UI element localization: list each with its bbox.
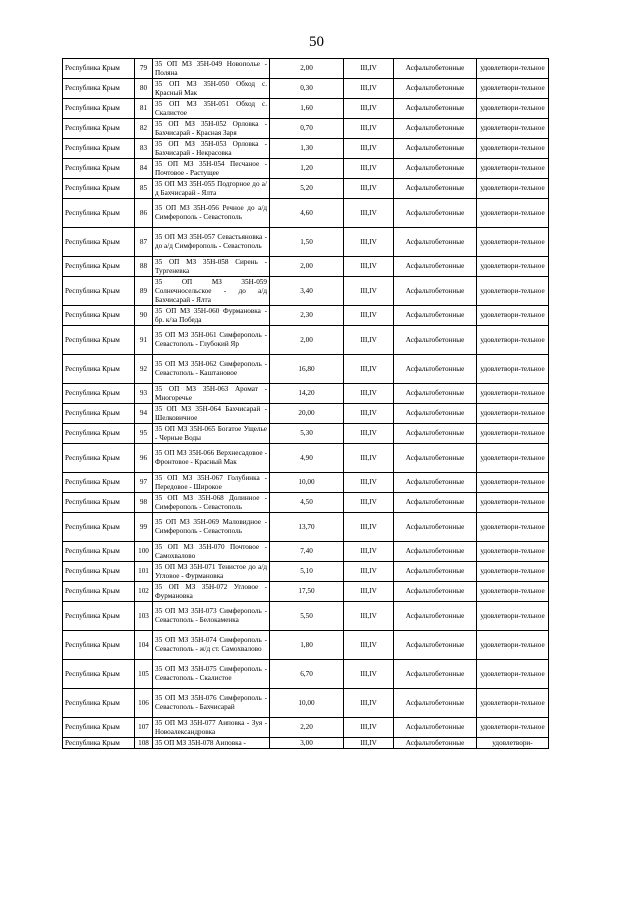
- table-cell-category: III,IV: [344, 59, 394, 79]
- table-cell-number: 94: [135, 404, 153, 424]
- table-cell-number: 91: [135, 326, 153, 355]
- table-cell-category: III,IV: [344, 602, 394, 631]
- table-cell-region: Республика Крым: [63, 119, 135, 139]
- table-cell-road-name: 35 ОП МЗ 35Н-055 Подгорное до а/д Бахчисарай - Ялта: [153, 179, 270, 199]
- table-cell-condition: удовлетвори-тельное: [477, 424, 549, 444]
- table-cell-category: III,IV: [344, 79, 394, 99]
- table-row: [63, 689, 549, 718]
- table-row: [63, 257, 549, 277]
- table-cell-category: III,IV: [344, 542, 394, 562]
- table-cell-number: 105: [135, 660, 153, 689]
- table-cell-surface: Асфальтобетонные: [394, 326, 477, 355]
- table-cell-surface: Асфальтобетонные: [394, 493, 477, 513]
- table-cell-category: III,IV: [344, 119, 394, 139]
- table-cell-region: Республика Крым: [63, 631, 135, 660]
- table-cell-region: Республика Крым: [63, 306, 135, 326]
- table-cell-category: III,IV: [344, 404, 394, 424]
- table-cell-surface: Асфальтобетонные: [394, 602, 477, 631]
- table-cell-condition: удовлетвори-тельное: [477, 542, 549, 562]
- table-cell-surface: Асфальтобетонные: [394, 99, 477, 119]
- table-cell-condition: удовлетвори-тельное: [477, 306, 549, 326]
- table-cell-number: 100: [135, 542, 153, 562]
- table-cell-surface: Асфальтобетонные: [394, 355, 477, 384]
- table-cell-road-name: 35 ОП МЗ 35Н-077 Аиповка - Зуя - Новоалександровка: [153, 718, 270, 738]
- table-cell-category: III,IV: [344, 159, 394, 179]
- table-cell-region: Республика Крым: [63, 199, 135, 228]
- table-cell-region: Республика Крым: [63, 718, 135, 738]
- table-cell-condition: удовлетвори-тельное: [477, 228, 549, 257]
- table-cell-number: 102: [135, 582, 153, 602]
- table-cell-surface: Асфальтобетонные: [394, 424, 477, 444]
- table-row: [63, 355, 549, 384]
- table-cell-region: Республика Крым: [63, 444, 135, 473]
- table-cell-category: III,IV: [344, 355, 394, 384]
- table-cell-region: Республика Крым: [63, 139, 135, 159]
- table-cell-number: 95: [135, 424, 153, 444]
- table-cell-road-name: 35 ОП МЗ 35Н-056 Речное до а/д Симферополь - Севастополь: [153, 199, 270, 228]
- table-cell-road-name: 35 ОП МЗ 35Н-052 Орловка - Бахчисарай - Красная Заря: [153, 119, 270, 139]
- table-cell-length: 16,80: [270, 355, 344, 384]
- table-cell-condition: удовлетвори-тельное: [477, 199, 549, 228]
- table-cell-length: 1,80: [270, 631, 344, 660]
- table-cell-region: Республика Крым: [63, 513, 135, 542]
- table-cell-number: 84: [135, 159, 153, 179]
- table-cell-number: 99: [135, 513, 153, 542]
- table-cell-number: 85: [135, 179, 153, 199]
- table-cell-length: 2,00: [270, 326, 344, 355]
- table-cell-surface: Асфальтобетонные: [394, 306, 477, 326]
- table-row: [63, 179, 549, 199]
- table-cell-road-name: 35 ОП МЗ 35Н-060 Фурмановка - бр. к/за Победа: [153, 306, 270, 326]
- table-cell-road-name: 35 ОП МЗ 35Н-076 Симферополь - Севастополь - Бахчисарай: [153, 689, 270, 718]
- table-cell-surface: Асфальтобетонные: [394, 660, 477, 689]
- table-cell-length: 6,70: [270, 660, 344, 689]
- table-cell-number: 101: [135, 562, 153, 582]
- table-cell-surface: Асфальтобетонные: [394, 228, 477, 257]
- table-cell-length: 14,20: [270, 384, 344, 404]
- table-cell-surface: Асфальтобетонные: [394, 139, 477, 159]
- table-cell-length: 5,10: [270, 562, 344, 582]
- table-row: [63, 562, 549, 582]
- table-cell-number: 90: [135, 306, 153, 326]
- table-cell-category: III,IV: [344, 424, 394, 444]
- table-cell-road-name: 35 ОП МЗ 35Н-074 Симферополь - Севастополь - ж/д ст. Самохвалово: [153, 631, 270, 660]
- table-cell-condition: удовлетвори-тельное: [477, 660, 549, 689]
- table-row: [63, 660, 549, 689]
- table-cell-road-name: 35 ОП МЗ 35Н-072 Угловое - Фурмановка: [153, 582, 270, 602]
- table-cell-condition: удовлетвори-тельное: [477, 326, 549, 355]
- table-cell-region: Республика Крым: [63, 59, 135, 79]
- table-cell-condition: удовлетвори-тельное: [477, 179, 549, 199]
- table-cell-road-name: 35 ОП МЗ 35Н-062 Симферополь - Севастополь - Каштановое: [153, 355, 270, 384]
- table-cell-surface: Асфальтобетонные: [394, 199, 477, 228]
- table-cell-surface: Асфальтобетонные: [394, 257, 477, 277]
- table-cell-number: 81: [135, 99, 153, 119]
- table-cell-length: 17,50: [270, 582, 344, 602]
- table-cell-surface: Асфальтобетонные: [394, 159, 477, 179]
- roads-table: [62, 58, 549, 749]
- table-cell-condition: удовлетвори-тельное: [477, 139, 549, 159]
- table-cell-surface: Асфальтобетонные: [394, 119, 477, 139]
- table-cell-length: 4,60: [270, 199, 344, 228]
- table-cell-road-name: 35 ОП МЗ 35Н-069 Маловидное - Симферополь - Севастополь: [153, 513, 270, 542]
- table-cell-number: 103: [135, 602, 153, 631]
- table-row: [63, 99, 549, 119]
- table-cell-road-name: 35 ОП МЗ 35Н-057 Севастьяновка - до а/д Симферополь - Севастополь: [153, 228, 270, 257]
- table-cell-condition: удовлетвори-тельное: [477, 473, 549, 493]
- table-cell-length: 2,30: [270, 306, 344, 326]
- table-cell-surface: Асфальтобетонные: [394, 277, 477, 306]
- table-cell-condition: удовлетвори-тельное: [477, 718, 549, 738]
- table-cell-surface: Асфальтобетонные: [394, 582, 477, 602]
- table-cell-road-name: 35 ОП МЗ 35Н-051 Обход с. Скалистое: [153, 99, 270, 119]
- table-cell-condition: удовлетвори-тельное: [477, 119, 549, 139]
- table-cell-number: 106: [135, 689, 153, 718]
- table-cell-number: 79: [135, 59, 153, 79]
- table-cell-condition: удовлетвори-тельное: [477, 602, 549, 631]
- table-cell-region: Республика Крым: [63, 582, 135, 602]
- table-cell-region: Республика Крым: [63, 326, 135, 355]
- table-cell-number: 93: [135, 384, 153, 404]
- table-row: [63, 718, 549, 738]
- table-cell-region: Республика Крым: [63, 179, 135, 199]
- table-cell-region: Республика Крым: [63, 542, 135, 562]
- table-cell-condition: удовлетвори-тельное: [477, 404, 549, 424]
- table-cell-region: Республика Крым: [63, 660, 135, 689]
- table-cell-surface: Асфальтобетонные: [394, 179, 477, 199]
- table-cell-length: 1,50: [270, 228, 344, 257]
- table-cell-region: Республика Крым: [63, 738, 135, 749]
- table-cell-region: Республика Крым: [63, 473, 135, 493]
- table-cell-condition: удовлетвори-тельное: [477, 493, 549, 513]
- table-cell-region: Республика Крым: [63, 159, 135, 179]
- table-cell-road-name: 35 ОП МЗ 35Н-078 Аиповка -: [153, 738, 270, 749]
- table-cell-region: Республика Крым: [63, 228, 135, 257]
- table-cell-category: III,IV: [344, 444, 394, 473]
- table-row: [63, 513, 549, 542]
- table-row: [63, 159, 549, 179]
- table-row: [63, 306, 549, 326]
- table-cell-category: III,IV: [344, 139, 394, 159]
- table-cell-road-name: 35 ОП МЗ 35Н-068 Долинное - Симферополь - Севастополь: [153, 493, 270, 513]
- table-cell-condition: удовлетвори-тельное: [477, 99, 549, 119]
- table-cell-condition: удовлетвори-тельное: [477, 277, 549, 306]
- table-cell-category: III,IV: [344, 562, 394, 582]
- table-cell-surface: Асфальтобетонные: [394, 59, 477, 79]
- table-cell-length: 1,60: [270, 99, 344, 119]
- table-row: [63, 139, 549, 159]
- table-cell-region: Республика Крым: [63, 562, 135, 582]
- table-cell-condition: удовлетвори-тельное: [477, 257, 549, 277]
- table-cell-region: Республика Крым: [63, 355, 135, 384]
- table-row: [63, 542, 549, 562]
- table-cell-length: 2,00: [270, 257, 344, 277]
- table-cell-number: 104: [135, 631, 153, 660]
- table-cell-category: III,IV: [344, 493, 394, 513]
- table-cell-road-name: 35 ОП МЗ 35Н-075 Симферополь - Севастополь - Скалистое: [153, 660, 270, 689]
- table-cell-road-name: 35 ОП МЗ 35Н-054 Песчаное - Почтовое - Растущее: [153, 159, 270, 179]
- table-cell-length: 4,90: [270, 444, 344, 473]
- table-cell-length: 1,20: [270, 159, 344, 179]
- table-cell-category: III,IV: [344, 199, 394, 228]
- table-cell-length: 10,00: [270, 473, 344, 493]
- table-cell-length: 4,50: [270, 493, 344, 513]
- table-cell-road-name: 35 ОП МЗ 35Н-064 Бахчисарай - Шелковичное: [153, 404, 270, 424]
- table-cell-surface: Асфальтобетонные: [394, 79, 477, 99]
- table-cell-region: Республика Крым: [63, 79, 135, 99]
- table-cell-number: 80: [135, 79, 153, 99]
- table-cell-number: 82: [135, 119, 153, 139]
- table-cell-category: III,IV: [344, 384, 394, 404]
- table-cell-road-name: 35 ОП МЗ 35Н-063 Аромат - Многоречье: [153, 384, 270, 404]
- table-cell-condition: удовлетвори-тельное: [477, 689, 549, 718]
- table-row: [63, 199, 549, 228]
- table-row: [63, 119, 549, 139]
- table-cell-number: 86: [135, 199, 153, 228]
- table-cell-region: Республика Крым: [63, 277, 135, 306]
- table-row: [63, 277, 549, 306]
- table-row: [63, 493, 549, 513]
- table-cell-length: 20,00: [270, 404, 344, 424]
- table-cell-region: Республика Крым: [63, 689, 135, 718]
- table-cell-surface: Асфальтобетонные: [394, 473, 477, 493]
- table-row: [63, 582, 549, 602]
- table-cell-length: 3,40: [270, 277, 344, 306]
- table-cell-road-name: 35 ОП МЗ 35Н-070 Почтовое - Самохвалово: [153, 542, 270, 562]
- table-cell-condition: удовлетвори-тельное: [477, 384, 549, 404]
- table-row: [63, 79, 549, 99]
- table-cell-category: III,IV: [344, 718, 394, 738]
- table-row: [63, 59, 549, 79]
- table-cell-road-name: 35 ОП МЗ 35Н-058 Сирень - Тургеневка: [153, 257, 270, 277]
- table-cell-number: 108: [135, 738, 153, 749]
- table-row: [63, 228, 549, 257]
- table-cell-length: 2,20: [270, 718, 344, 738]
- table-cell-number: 88: [135, 257, 153, 277]
- table-cell-region: Республика Крым: [63, 384, 135, 404]
- table-cell-number: 83: [135, 139, 153, 159]
- table-cell-category: III,IV: [344, 660, 394, 689]
- table-cell-surface: Асфальтобетонные: [394, 513, 477, 542]
- table-cell-region: Республика Крым: [63, 99, 135, 119]
- table-cell-road-name: 35 ОП МЗ 35Н-050 Обход с. Красный Мак: [153, 79, 270, 99]
- table-cell-number: 98: [135, 493, 153, 513]
- table-cell-category: III,IV: [344, 631, 394, 660]
- table-cell-category: III,IV: [344, 257, 394, 277]
- table-cell-category: III,IV: [344, 277, 394, 306]
- table-cell-category: III,IV: [344, 513, 394, 542]
- table-cell-region: Республика Крым: [63, 257, 135, 277]
- table-cell-length: 3,00: [270, 738, 344, 749]
- table-cell-number: 96: [135, 444, 153, 473]
- table-cell-length: 7,40: [270, 542, 344, 562]
- table-row: [63, 384, 549, 404]
- table-cell-category: III,IV: [344, 326, 394, 355]
- table-cell-road-name: 35 ОП МЗ 35Н-053 Орловка - Бахчисарай - Некрасовка: [153, 139, 270, 159]
- table-cell-road-name: 35 ОП МЗ 35Н-067 Голубинка - Передовое - Широкое: [153, 473, 270, 493]
- table-cell-condition: удовлетвори-тельное: [477, 513, 549, 542]
- table-cell-surface: Асфальтобетонные: [394, 444, 477, 473]
- table-row: [63, 444, 549, 473]
- table-cell-length: 5,20: [270, 179, 344, 199]
- table-cell-length: 5,50: [270, 602, 344, 631]
- table-cell-category: III,IV: [344, 582, 394, 602]
- table-cell-surface: Асфальтобетонные: [394, 631, 477, 660]
- table-cell-category: III,IV: [344, 306, 394, 326]
- table-cell-length: 0,30: [270, 79, 344, 99]
- table-cell-length: 10,00: [270, 689, 344, 718]
- table-cell-length: 13,70: [270, 513, 344, 542]
- table-cell-number: 107: [135, 718, 153, 738]
- table-cell-region: Республика Крым: [63, 493, 135, 513]
- table-cell-condition: удовлетвори-тельное: [477, 59, 549, 79]
- table-cell-length: 5,30: [270, 424, 344, 444]
- table-cell-road-name: 35 ОП МЗ 35Н-049 Новополье - Поляна: [153, 59, 270, 79]
- table-cell-region: Республика Крым: [63, 424, 135, 444]
- table-body: [63, 59, 549, 749]
- table-cell-number: 92: [135, 355, 153, 384]
- table-cell-number: 89: [135, 277, 153, 306]
- table-cell-category: III,IV: [344, 228, 394, 257]
- table-cell-surface: Асфальтобетонные: [394, 689, 477, 718]
- table-cell-condition: удовлетвори-тельное: [477, 562, 549, 582]
- table-cell-condition: удовлетвори-тельное: [477, 79, 549, 99]
- table-cell-condition: удовлетвори-тельное: [477, 582, 549, 602]
- table-cell-number: 97: [135, 473, 153, 493]
- table-cell-category: III,IV: [344, 738, 394, 749]
- table-cell-condition: удовлетвори-тельное: [477, 159, 549, 179]
- table-cell-road-name: 35 ОП МЗ 35Н-071 Тенистое до а/д Угловое - Фурмановка: [153, 562, 270, 582]
- table-cell-surface: Асфальтобетонные: [394, 404, 477, 424]
- table-cell-category: III,IV: [344, 473, 394, 493]
- table-cell-road-name: 35 ОП МЗ 35Н-065 Богатое Ущелье - Черные Воды: [153, 424, 270, 444]
- table-cell-surface: Асфальтобетонные: [394, 738, 477, 749]
- table-row: [63, 326, 549, 355]
- table-cell-road-name: 35 ОП МЗ 35Н-066 Верхнесадовое - Фронтовое - Красный Мак: [153, 444, 270, 473]
- table-cell-road-name: 35 ОП МЗ 35Н-073 Симферополь - Севастополь - Белокаменка: [153, 602, 270, 631]
- table-cell-number: 87: [135, 228, 153, 257]
- table-cell-length: 2,00: [270, 59, 344, 79]
- table-row: [63, 424, 549, 444]
- table-cell-condition: удовлетвори-тельное: [477, 631, 549, 660]
- table-cell-category: III,IV: [344, 179, 394, 199]
- table-cell-condition: удовлетвори-тельное: [477, 355, 549, 384]
- table-cell-length: 0,70: [270, 119, 344, 139]
- table-row: [63, 631, 549, 660]
- table-cell-condition: удовлетвори-: [477, 738, 549, 749]
- table-row: [63, 738, 549, 749]
- table-row: [63, 404, 549, 424]
- table-cell-region: Республика Крым: [63, 602, 135, 631]
- table-cell-road-name: 35 ОП МЗ 35Н-059 Солнечносельское - до а/д Бахчисарай - Ялта: [153, 277, 270, 306]
- page-number: 50: [309, 34, 324, 50]
- table-cell-surface: Асфальтобетонные: [394, 562, 477, 582]
- table-row: [63, 473, 549, 493]
- table-row: [63, 602, 549, 631]
- table-cell-region: Республика Крым: [63, 404, 135, 424]
- table-cell-category: III,IV: [344, 99, 394, 119]
- table-cell-length: 1,30: [270, 139, 344, 159]
- table-cell-road-name: 35 ОП МЗ 35Н-061 Симферополь - Севастополь - Глубокий Яр: [153, 326, 270, 355]
- table-cell-surface: Асфальтобетонные: [394, 384, 477, 404]
- table-cell-condition: удовлетвори-тельное: [477, 444, 549, 473]
- table-cell-surface: Асфальтобетонные: [394, 542, 477, 562]
- table-cell-category: III,IV: [344, 689, 394, 718]
- table-cell-surface: Асфальтобетонные: [394, 718, 477, 738]
